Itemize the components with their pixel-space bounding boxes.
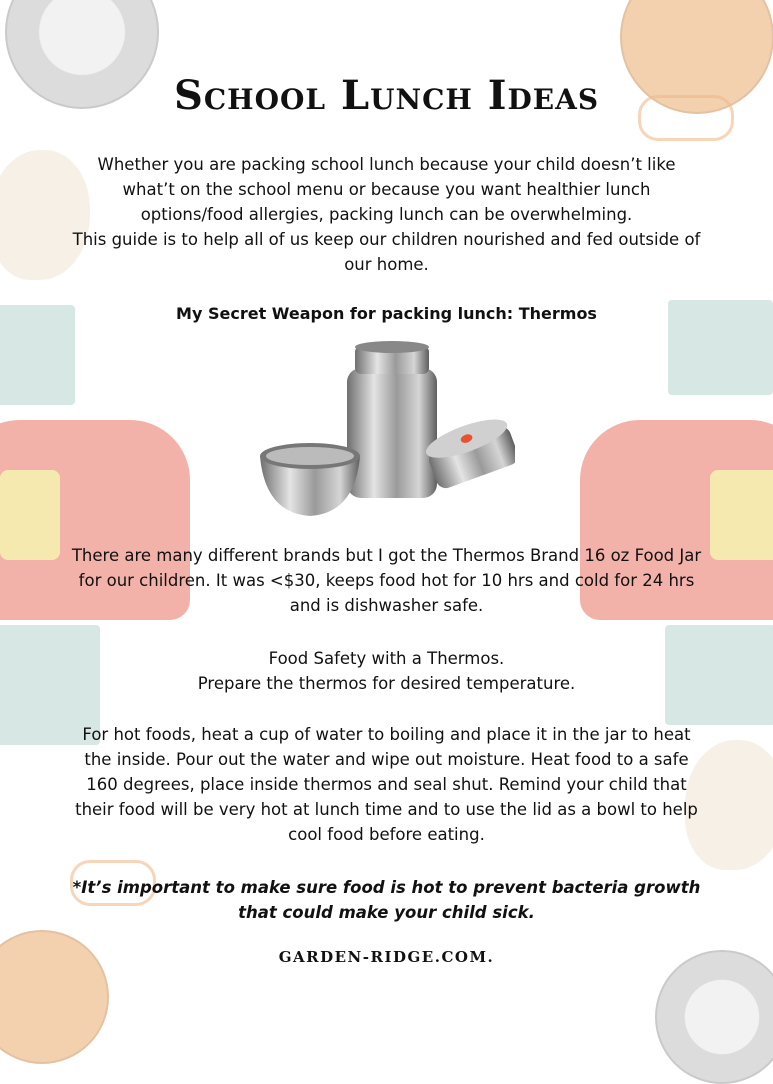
site-footer: GARDEN-RIDGE.COM. bbox=[278, 948, 495, 966]
warning-note: *It’s important to make sure food is hot to prevent bacteria growth that could make your child sick. bbox=[72, 878, 701, 922]
food-safety-section bbox=[70, 646, 703, 696]
food-safety-instruction: Prepare the thermos for desired temperature. bbox=[197, 674, 576, 693]
thermos-food-jar-icon bbox=[255, 338, 515, 528]
intro-paragraph bbox=[70, 152, 703, 277]
hot-foods-paragraph: For hot foods, heat a cup of water to boiling and place it in the jar to heat the inside. Pour out the water and wipe out moisture. Heat food to a safe 160 degrees, place inside thermos and seal shut. Remind your child that their food will be very hot at lunch time and to use the lid as a bowl to help cool food before eating. bbox=[75, 725, 698, 844]
page-title: School Lunch Ideas bbox=[173, 72, 600, 119]
food-safety-heading: Food Safety with a Thermos. bbox=[268, 649, 505, 668]
intro-purpose-text: This guide is to help all of us keep our children nourished and fed outside of our home. bbox=[72, 230, 701, 274]
thermos-image bbox=[255, 338, 515, 528]
section-heading: My Secret Weapon for packing lunch: Thermos bbox=[176, 304, 597, 323]
brand-paragraph: There are many different brands but I got the Thermos Brand 16 oz Food Jar for our children. It was <$30, keeps food hot for 10 hrs and cold for 24 hrs and is dishwasher safe. bbox=[71, 546, 702, 615]
intro-text: Whether you are packing school lunch because your child doesn’t like what’t on the school menu or because you want healthier lunch options/food allergies, packing lunch can be overwhelming. bbox=[97, 155, 676, 224]
